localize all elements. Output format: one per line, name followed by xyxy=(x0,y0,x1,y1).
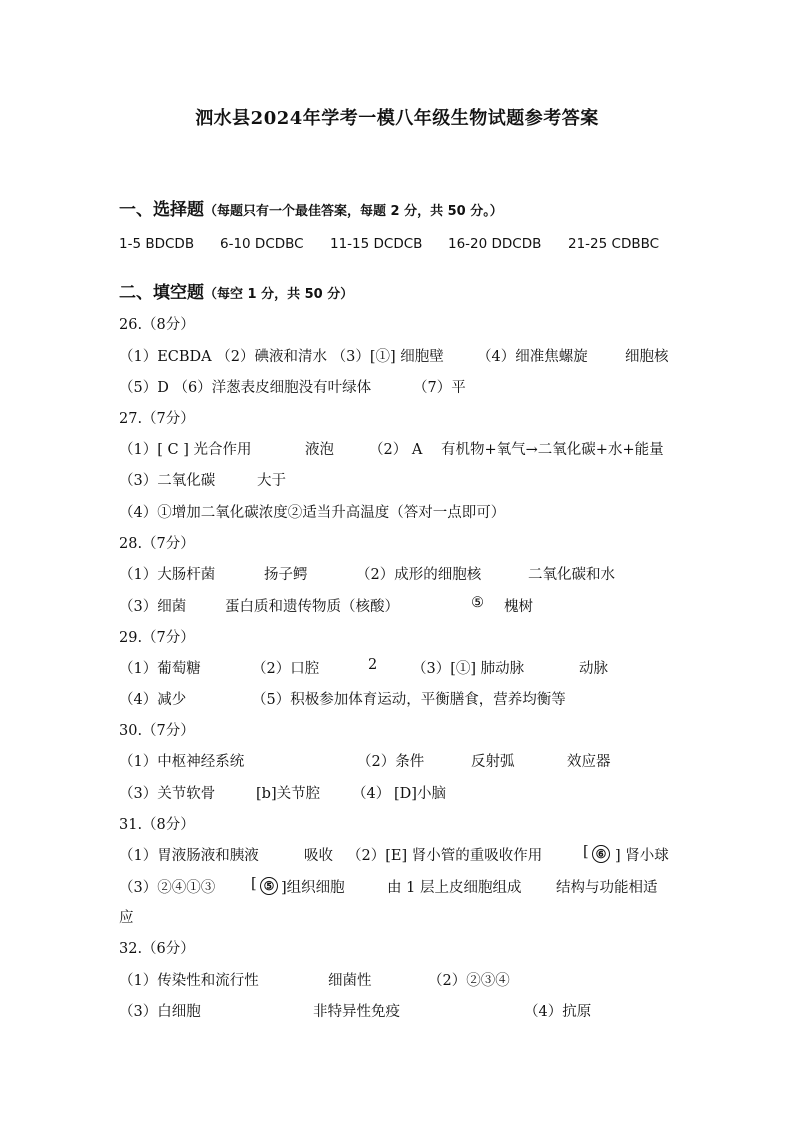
mcq-group: 1-5 BDCDB xyxy=(119,236,195,252)
answer-text: 扬子鳄 xyxy=(264,567,308,583)
answer-text: （1）[ C ] 光合作用 xyxy=(119,442,252,458)
question-header: 26.（8分） xyxy=(119,317,195,333)
question-header: 29.（7分） xyxy=(119,630,195,646)
section-2-title: 二、填空题 xyxy=(119,283,204,303)
mcq-group: 21-25 CDBBC xyxy=(568,236,660,252)
answer-text: （5）积极参加体育运动，平衡膳食，营养均衡等 xyxy=(252,692,566,708)
answer-text: ]组织细胞 xyxy=(281,880,345,896)
answer-text: （4） xyxy=(352,786,391,802)
answer-text: 由 1 层上皮细胞组成 xyxy=(387,880,522,896)
answer-text: （7）平 xyxy=(413,380,466,396)
answer-text: （4）抗原 xyxy=(524,1004,592,1020)
answer-text: （4）减少 xyxy=(119,692,187,708)
answer-text: （1）葡萄糖 xyxy=(119,661,201,677)
answer-text: （3）关节软骨 xyxy=(119,786,216,802)
answer-text: 大于 xyxy=(257,473,286,489)
answer-text: （2）条件 xyxy=(357,754,425,770)
answer-text: 吸收 xyxy=(304,848,333,864)
answer-text: 细菌性 xyxy=(328,973,372,989)
answer-text: ] 肾小球 xyxy=(615,848,669,864)
circled-number: ⑥ xyxy=(592,845,610,863)
answer-text: （4）①增加二氧化碳浓度②适当升高温度（答对一点即可） xyxy=(119,505,506,521)
question-header: 27.（7分） xyxy=(119,411,195,427)
question-header: 28.（7分） xyxy=(119,536,195,552)
question-header: 30.（7分） xyxy=(119,723,195,739)
answer-text: （1）中枢神经系统 xyxy=(119,754,245,770)
answer-text: （1）ECBDA （2）碘液和清水 （3）[①] 细胞壁 xyxy=(119,349,444,365)
answer-text: （2）口腔 xyxy=(252,661,320,677)
answer-text: （3）②④①③ xyxy=(119,880,216,896)
section-2-heading xyxy=(119,278,353,303)
answer-text: 效应器 xyxy=(567,754,611,770)
answer-text: [ xyxy=(583,844,589,860)
answer-text: （2）[E] 肾小管的重吸收作用 xyxy=(347,848,543,864)
answer-text: （2）②③④ xyxy=(428,973,510,989)
answer-text: （3）白细胞 xyxy=(119,1004,201,1020)
answer-text: 细胞核 xyxy=(625,349,669,365)
answer-text: [D]小脑 xyxy=(394,786,446,802)
answer-text: （2） A xyxy=(369,442,423,458)
answer-text: 结构与功能相适 xyxy=(556,880,658,896)
answer-text: [b]关节腔 xyxy=(256,786,321,802)
page-title: 泗水县2024年学考一模八年级生物试题参考答案 xyxy=(195,108,599,129)
answer-text: （1）胃液肠液和胰液 xyxy=(119,848,259,864)
answer-text: 有机物+氧气→二氧化碳+水+能量 xyxy=(441,442,664,458)
answer-text: （2）成形的细胞核 xyxy=(356,567,482,583)
answer-text: 应 xyxy=(119,910,134,926)
answer-text: [ xyxy=(251,876,257,892)
circled-number: ⑤ xyxy=(260,877,278,895)
section-1-heading xyxy=(119,195,503,220)
mcq-group: 6-10 DCDBC xyxy=(220,236,304,252)
answer-text: 反射弧 xyxy=(471,754,515,770)
answer-text: （1）大肠杆菌 xyxy=(119,567,216,583)
answer-text: （4）细准焦螺旋 xyxy=(477,349,588,365)
answer-text: ⑤ xyxy=(471,595,484,611)
answer-text: （3）细菌 xyxy=(119,599,187,615)
answer-text: 液泡 xyxy=(305,442,334,458)
answer-text: 非特异性免疫 xyxy=(313,1004,400,1020)
answer-text: （3）二氧化碳 xyxy=(119,473,216,489)
answer-text: 蛋白质和遗传物质（核酸） xyxy=(225,599,399,615)
section-2-note: （每空 1 分，共 50 分） xyxy=(204,287,354,302)
answer-text: （3）[①] 肺动脉 xyxy=(412,661,525,677)
section-1-title: 一、选择题 xyxy=(119,200,204,220)
answer-text: （5）D （6）洋葱表皮细胞没有叶绿体 xyxy=(119,380,372,396)
answer-text: （1）传染性和流行性 xyxy=(119,973,259,989)
mcq-group: 11-15 DCDCB xyxy=(330,236,423,252)
question-header: 32.（6分） xyxy=(119,941,195,957)
section-1-note: （每题只有一个最佳答案，每题 2 分，共 50 分。） xyxy=(204,204,503,219)
answer-text: 动脉 xyxy=(579,661,608,677)
mcq-group: 16-20 DDCDB xyxy=(448,236,542,252)
answer-text: 二氧化碳和水 xyxy=(528,567,615,583)
question-header: 31.（8分） xyxy=(119,817,195,833)
answer-text: 2 xyxy=(368,657,378,673)
answer-text: 槐树 xyxy=(504,599,533,615)
